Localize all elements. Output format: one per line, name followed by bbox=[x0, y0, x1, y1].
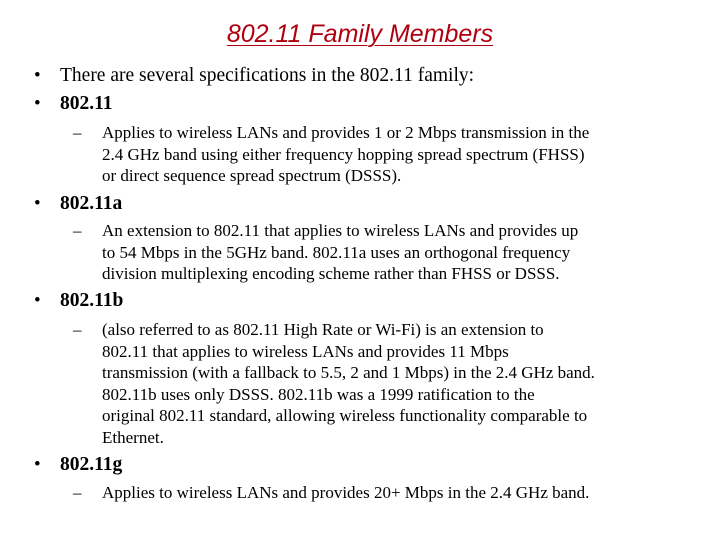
sub-marker: – bbox=[73, 221, 82, 240]
bullet-text: 802.11b bbox=[60, 290, 124, 311]
bullet-marker: • bbox=[34, 93, 41, 114]
bullet-intro bbox=[34, 64, 474, 88]
slide-title-text: 802.11 Family Members bbox=[226, 20, 494, 48]
bullet-text: 802.11 bbox=[60, 93, 113, 114]
sub-802-11g bbox=[73, 482, 589, 504]
bullet-marker: • bbox=[34, 193, 41, 214]
bullet-802-11b bbox=[34, 289, 123, 313]
sub-marker: – bbox=[73, 320, 82, 339]
bullet-802-11g bbox=[34, 453, 122, 477]
bullet-802-11 bbox=[34, 92, 113, 116]
slide-title bbox=[0, 20, 720, 49]
sub-text: An extension to 802.11 that applies to wireless LANs and provides up to 54 Mbps in the 5GHz band. 802.11a uses an orthogonal frequency division multiplexing encoding scheme rather than FHSS or DSSS. bbox=[102, 221, 579, 283]
sub-text: Applies to wireless LANs and provides 1 or 2 Mbps transmission in the 2.4 GHz band using either frequency hopping spread spectrum (FHSS) or direct sequence spread spectrum (DSSS). bbox=[102, 123, 590, 185]
sub-802-11 bbox=[73, 122, 589, 187]
bullet-text: 802.11a bbox=[60, 193, 123, 214]
sub-marker: – bbox=[73, 123, 82, 142]
bullet-text: 802.11g bbox=[60, 454, 123, 475]
sub-text: Applies to wireless LANs and provides 20+ Mbps in the 2.4 GHz band. bbox=[102, 483, 590, 502]
sub-text: (also referred to as 802.11 High Rate or Wi-Fi) is an extension to 802.11 that applies to wireless LANs and provides 11 Mbps transmission (with a fallback to 5.5, 2 and 1 Mbps) in the 2.4 GHz band. 802.11b uses only DSSS. 802.11b was a 1999 ratification to the original 802.11 standard, allowing wireless functionality comparable to Ethernet. bbox=[102, 320, 595, 447]
bullet-marker: • bbox=[34, 290, 41, 311]
bullet-text: There are several specifications in the 802.11 family: bbox=[60, 65, 475, 86]
sub-802-11b bbox=[73, 319, 595, 448]
sub-802-11a bbox=[73, 220, 578, 285]
bullet-marker: • bbox=[34, 65, 41, 86]
bullet-marker: • bbox=[34, 454, 41, 475]
bullet-802-11a bbox=[34, 192, 122, 216]
sub-marker: – bbox=[73, 483, 82, 502]
